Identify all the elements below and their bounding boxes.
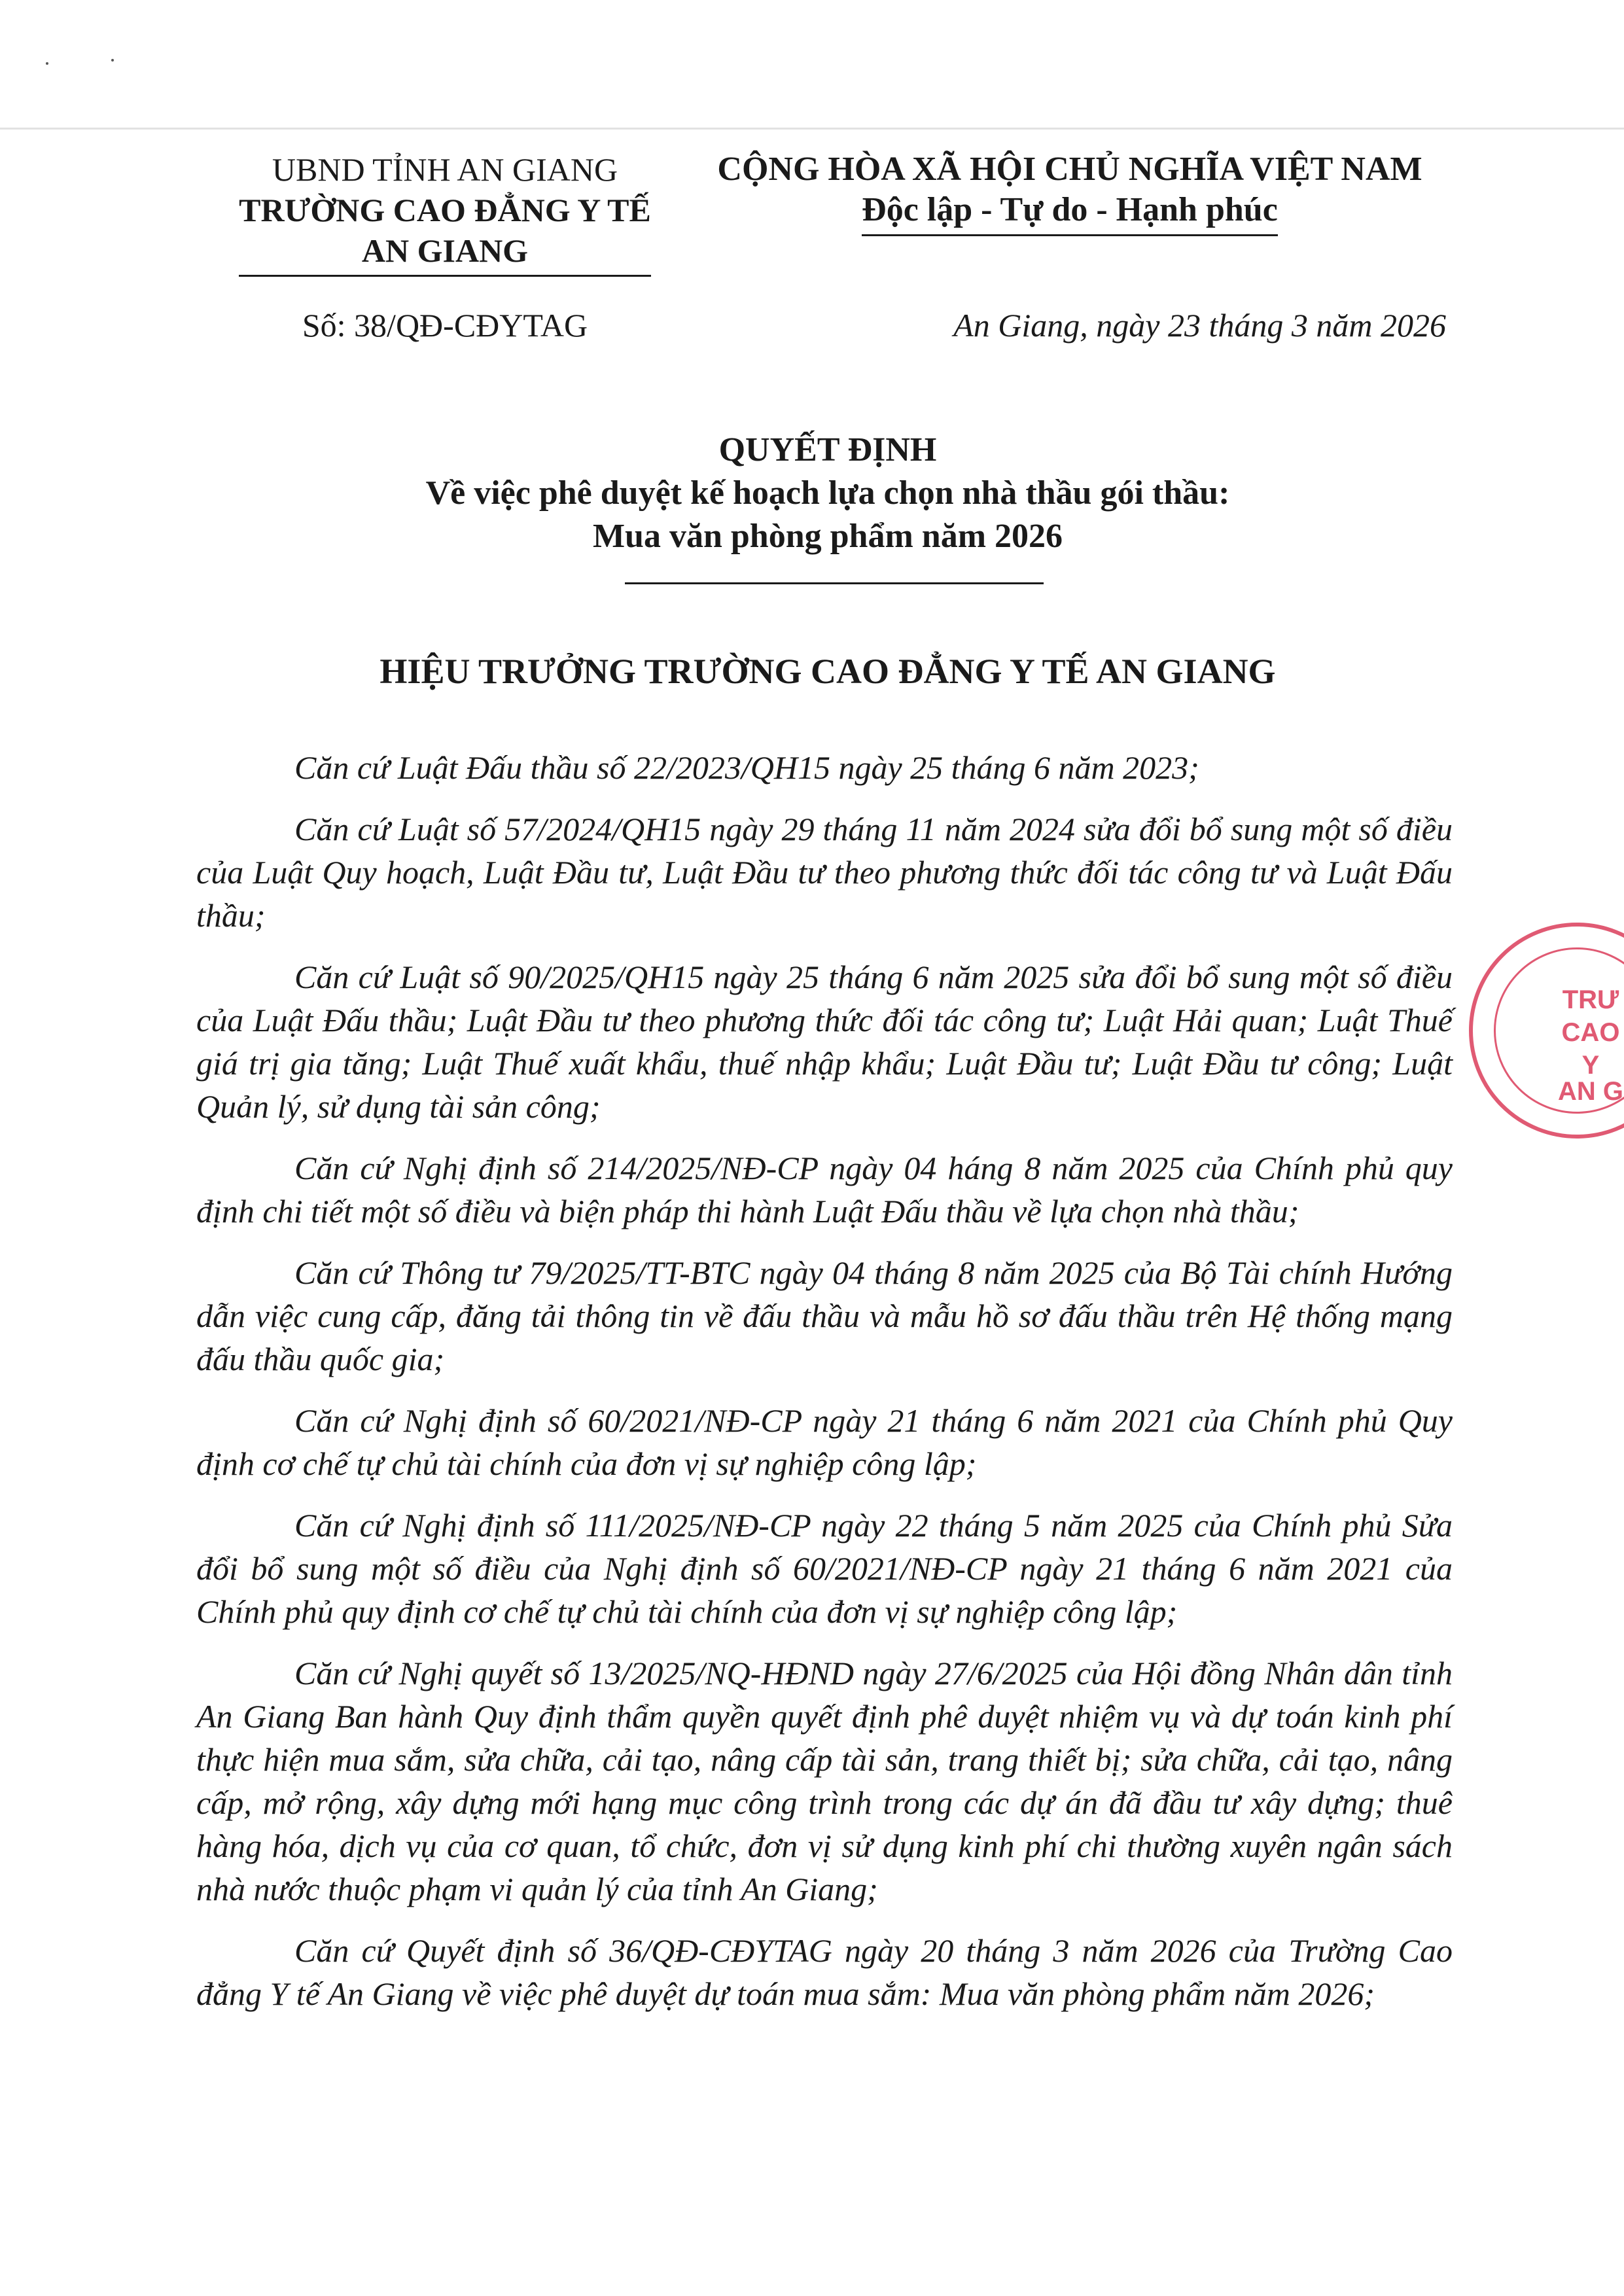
decision-subject: Về việc phê duyệt kế hoạch lựa chọn nhà thầu gói thầu:	[425, 474, 1230, 512]
decision-heading: QUYẾT ĐỊNH	[718, 431, 937, 468]
seal-text-line: TRƯ	[1562, 985, 1619, 1014]
seal-text-line: AN G	[1558, 1077, 1623, 1106]
national-motto-header	[680, 149, 1459, 236]
document-number: Số: 38/QĐ-CĐYTAG	[302, 307, 588, 344]
place-and-date: An Giang, ngày 23 tháng 3 năm 2026	[953, 307, 1446, 344]
legal-basis-item: Căn cứ Nghị quyết số 13/2025/NQ-HĐND ngày 27/6/2025 của Hội đồng Nhân dân tỉnh An Giang Ban hành Quy định thẩm quyền quyết định phê duyệt nhiệm vụ và dự toán kinh phí thực hiện mua sắm, sửa chữa, cải tạo, nâng cấp tài sản, trang thiết bị; sửa chữa, cải tạo, nâng cấp, mở rộng, xây dựng mới hạng mục công trình trong các dự án đã đầu tư xây dựng; thuê hàng hóa, dịch vụ của cơ quan, tổ chức, đơn vị sử dụng kinh phí chi thường xuyên ngân sách nhà nước thuộc phạm vi quản lý của tỉnh An Giang;	[196, 1655, 1453, 1907]
signing-authority: HIỆU TRƯỞNG TRƯỜNG CAO ĐẲNG Y TẾ AN GIANG	[380, 652, 1276, 691]
legal-basis-item: Căn cứ Luật số 57/2024/QH15 ngày 29 tháng 11 năm 2024 sửa đổi bổ sung một số điều của Luật Quy hoạch, Luật Đầu tư, Luật Đầu tư theo phương thức đối tác công tư và Luật Đấu thầu;	[196, 811, 1453, 934]
country-name: CỘNG HÒA XÃ HỘI CHỦ NGHĨA VIỆT NAM	[717, 150, 1422, 188]
seal-text-line: CAO	[1561, 1018, 1620, 1047]
school-name-block	[239, 190, 651, 277]
scan-speck	[46, 62, 48, 65]
legal-basis-item: Căn cứ Quyết định số 36/QĐ-CĐYTAG ngày 20 tháng 3 năm 2026 của Trường Cao đẳng Y tế An Giang về việc phê duyệt dự toán mua sắm: Mua văn phòng phẩm năm 2026;	[196, 1932, 1453, 2012]
provincial-committee-line: UBND TỈNH AN GIANG	[272, 151, 618, 188]
legal-basis-item: Căn cứ Nghị định số 214/2025/NĐ-CP ngày 04 háng 8 năm 2025 của Chính phủ quy định chi tiết một số điều và biện pháp thi hành Luật Đấu thầu về lựa chọn nhà thầu;	[196, 1150, 1453, 1229]
legal-basis-item: Căn cứ Luật Đấu thầu số 22/2023/QH15 ngày 25 tháng 6 năm 2023;	[294, 749, 1199, 786]
decision-package-name: Mua văn phòng phẩm năm 2026	[592, 518, 1063, 555]
seal-text-line: Y	[1581, 1051, 1600, 1080]
legal-basis-list	[196, 746, 1453, 2034]
legal-basis-item: Căn cứ Nghị định số 60/2021/NĐ-CP ngày 21 tháng 6 năm 2021 của Chính phủ Quy định cơ chế tự chủ tài chính của đơn vị sự nghiệp công lập;	[196, 1402, 1453, 1482]
decision-title	[196, 429, 1459, 558]
legal-basis-item: Căn cứ Thông tư 79/2025/TT-BTC ngày 04 tháng 8 năm 2025 của Bộ Tài chính Hướng dẫn việc cung cấp, đăng tải thông tin về đấu thầu và mẫu hồ sơ đấu thầu trên Hệ thống mạng đấu thầu quốc gia;	[196, 1254, 1453, 1377]
official-seal-stamp	[1469, 923, 1624, 1139]
issuing-authority-header	[196, 149, 694, 277]
title-divider	[625, 582, 1044, 584]
page-top-edge	[0, 128, 1624, 130]
school-location-line: AN GIANG	[361, 232, 529, 269]
legal-basis-item: Căn cứ Luật số 90/2025/QH15 ngày 25 tháng 6 năm 2025 sửa đổi bổ sung một số điều của Luật Đấu thầu; Luật Đầu tư theo phương thức đối tác công tư; Luật Hải quan; Luật Thuế giá trị gia tăng; Luật Thuế xuất khẩu, thuế nhập khẩu; Luật Đầu tư; Luật Đầu tư công; Luật Quản lý, sử dụng tài sản công;	[196, 959, 1453, 1125]
national-motto: Độc lập - Tự do - Hạnh phúc	[862, 190, 1278, 236]
legal-basis-item: Căn cứ Nghị định số 111/2025/NĐ-CP ngày 22 tháng 5 năm 2025 của Chính phủ Sửa đổi bổ sung một số điều của Nghị định số 60/2021/NĐ-CP ngày 21 tháng 6 năm 2021 của Chính phủ quy định cơ chế tự chủ tài chính của đơn vị sự nghiệp công lập;	[196, 1507, 1453, 1630]
school-name-line: TRƯỜNG CAO ĐẲNG Y TẾ	[239, 192, 651, 228]
scan-speck	[111, 59, 114, 62]
